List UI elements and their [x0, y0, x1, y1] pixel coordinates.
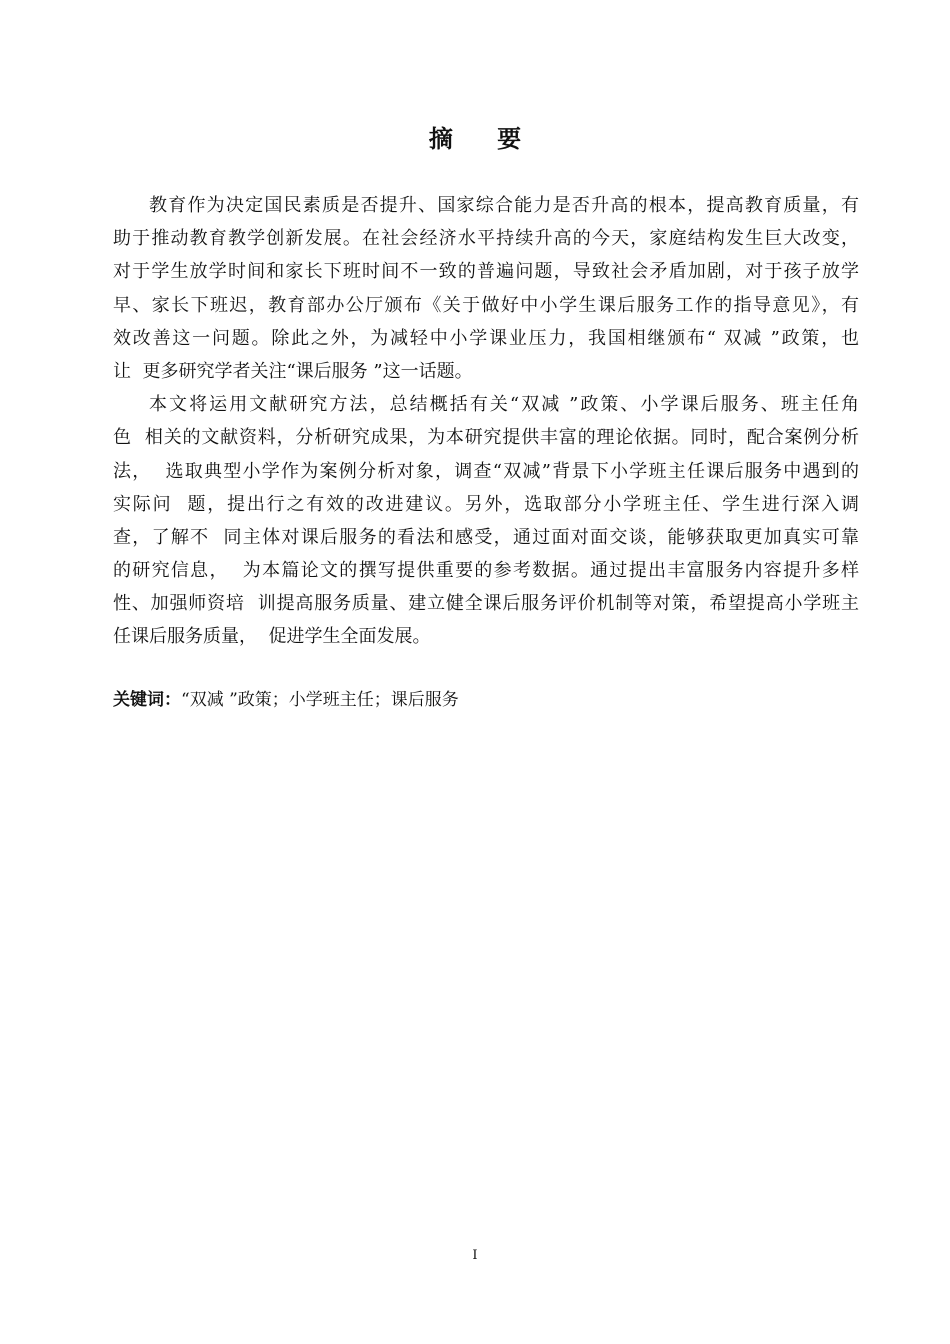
paragraph-line: 查，了解不 同主体对课后服务的看法和感受，通过面对面交谈，能够获取更加真实可靠 [113, 526, 859, 548]
paragraph-line: 早、家长下班迟，教育部办公厅颁布《关于做好中小学生课后服务工作的指导意见》，有 [113, 294, 859, 316]
abstract-title: 摘 要 [428, 124, 540, 153]
paragraph-line: 任课后服务质量， 促进学生全面发展。 [113, 626, 431, 648]
keywords-label: 关键词： [113, 690, 181, 710]
paragraph-line: 助于推动教育教学创新发展。在社会经济水平持续升高的今天，家庭结构发生巨大改变， [113, 228, 859, 250]
paragraph-line: 色 相关的文献资料，分析研究成果，为本研究提供丰富的理论依据。同时，配合案例分析 [113, 427, 859, 449]
paragraph-2 [113, 388, 859, 654]
paragraph-line: 的研究信息， 为本篇论文的撰写提供重要的参考数据。通过提出丰富服务内容提升多样 [113, 560, 859, 582]
paragraph-line: 让 更多研究学者关注“课后服务 ”这一话题。 [113, 360, 473, 382]
abstract-body [113, 189, 859, 654]
paragraph-line: 法， 选取典型小学作为案例分析对象，调查“双减”背景下小学班主任课后服务中遇到的 [113, 460, 859, 482]
paragraph-line: 性、加强师资培 训提高服务质量、建立健全课后服务评价机制等对策，希望提高小学班主 [113, 593, 859, 615]
paragraph-1 [113, 189, 859, 388]
keywords-line [113, 684, 459, 716]
paragraph-line: 对于学生放学时间和家长下班时间不一致的普遍问题，导致社会矛盾加剧，对于孩子放学 [113, 261, 859, 283]
paragraph-line: 效改善这一问题。除此之外，为减轻中小学课业压力，我国相继颁布“ 双减 ”政策，也 [113, 327, 859, 349]
paragraph-line: 实际问 题，提出行之有效的改进建议。另外，选取部分小学班主任、学生进行深入调 [113, 493, 859, 515]
page-number: I [472, 1248, 478, 1263]
paragraph-line: 本文将运用文献研究方法，总结概括有关“双减 ”政策、小学课后服务、班主任角 [149, 394, 859, 416]
keywords-value: “双减 ”政策；小学班主任；课后服务 [181, 690, 459, 710]
paragraph-line: 教育作为决定国民素质是否提升、国家综合能力是否升高的根本，提高教育质量，有 [149, 195, 859, 216]
